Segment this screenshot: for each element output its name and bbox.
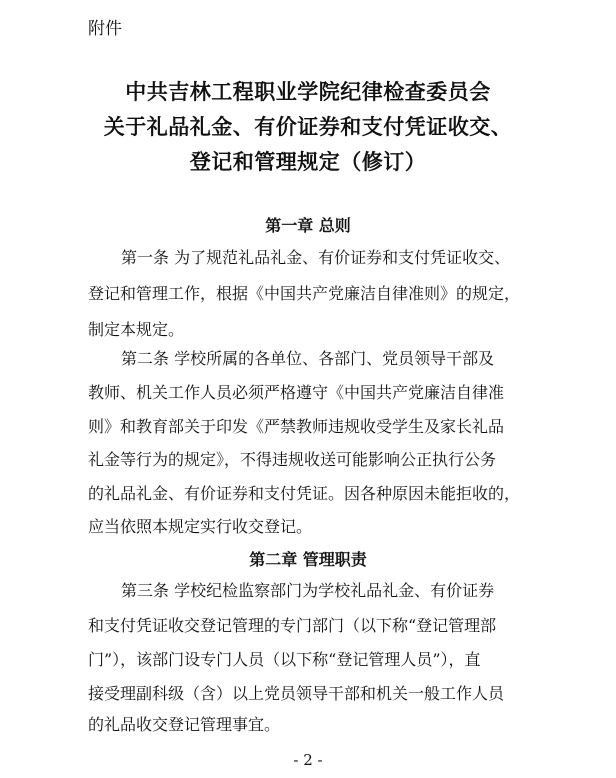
article-3-line-3: 门”），该部门设专门人员（以下称“登记管理人员”），直	[88, 650, 481, 669]
attachment-label: 附件	[88, 19, 122, 39]
document-title-line-2: 关于礼品礼金、有价证券和支付凭证收交、	[103, 115, 513, 139]
article-2-line-6: 应当依照本规定实行收交登记。	[88, 517, 313, 536]
article-2-line-3: 则》和教育部关于印发《严禁教师违规收受学生及家长礼品	[88, 417, 505, 436]
document-title-line-1: 中共吉林工程职业学院纪律检查委员会	[125, 80, 491, 104]
chapter-heading-2: 第二章 管理职责	[249, 550, 367, 569]
article-1-line-2: 登记和管理工作，根据《中国共产党廉洁自律准则》的规定，	[88, 284, 521, 303]
article-3-line-2: 和支付凭证收交登记管理的专门部门（以下称“登记管理部	[88, 616, 497, 635]
article-3-line-5: 的礼品收交登记管理事宜。	[88, 715, 281, 734]
article-1-line-1: 第一条 为了规范礼品礼金、有价证券和支付凭证收交、	[121, 248, 511, 267]
article-2-line-4: 礼金等行为的规定》，不得违规收送可能影响公正执行公务	[88, 450, 497, 469]
article-2-line-5: 的礼品礼金、有价证券和支付凭证。因各种原因未能拒收的，	[88, 484, 521, 503]
article-2-line-1: 第二条 学校所属的各单位、各部门、党员领导干部及	[121, 349, 495, 368]
document-title-line-3: 登记和管理规定（修订）	[189, 150, 427, 174]
article-2-line-2: 教师、机关工作人员必须严格遵守《中国共产党廉洁自律准	[88, 383, 505, 402]
article-1-line-3: 制定本规定。	[88, 320, 185, 339]
article-3-line-4: 接受理副科级（含）以上党员领导干部和机关一般工作人员	[88, 684, 505, 703]
article-3-line-1: 第三条 学校纪检监察部门为学校礼品礼金、有价证券	[121, 581, 495, 600]
chapter-heading-1: 第一章 总则	[265, 216, 351, 235]
page-number: - 2 -	[293, 751, 323, 769]
